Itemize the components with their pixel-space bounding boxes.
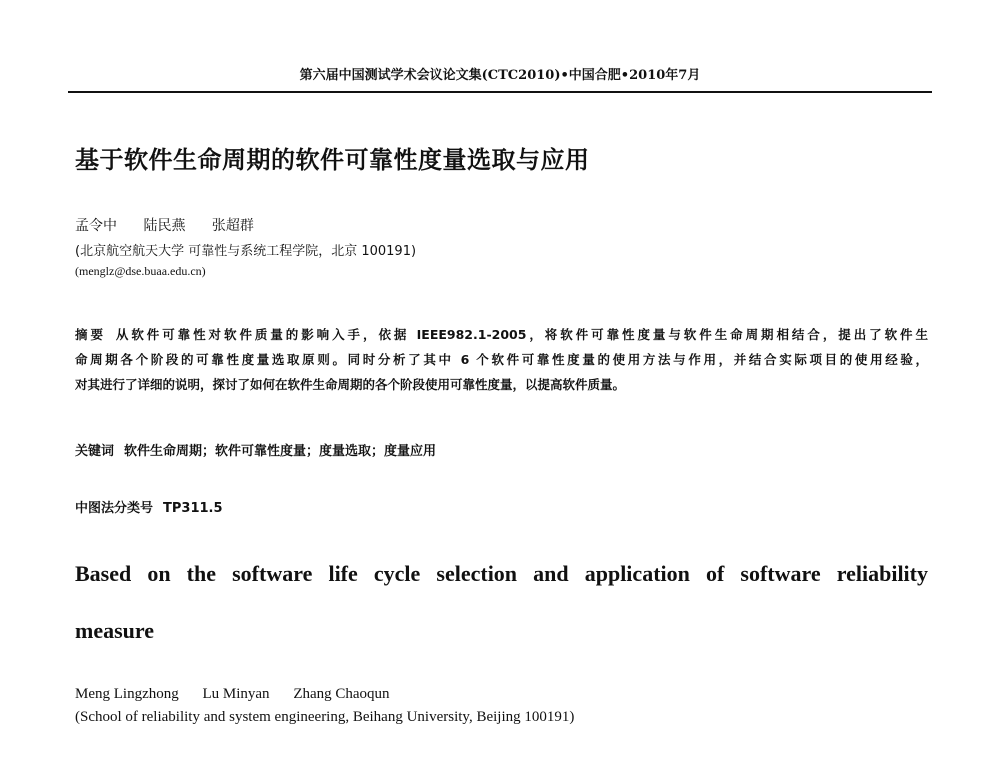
abstract-text: 从软件可靠性对软件质量的影响入手，依据 IEEE982.1-2005，将软件可靠性度量与软件生命周期相结合，提出了软件生 [115,327,928,342]
paper-title-en-line2: measure [75,618,155,643]
classification [75,497,223,516]
author: 张超群 [211,218,254,234]
header-rule [68,91,932,93]
keywords-text: 软件生命周期；软件可靠性度量；度量选取；度量应用 [124,444,437,459]
abstract-line: 对其进行了详细的说明，探讨了如何在软件生命周期的各个阶段使用可靠性度量，以提高软件质量。 [75,377,626,392]
authors-cn [75,215,276,235]
author: Lu Minyan [202,686,270,702]
author: 孟令中 [75,218,117,234]
classification-label: 中图法分类号 [75,501,154,516]
abstract-line [75,325,928,343]
author: Zhang Chaoqun [293,686,390,702]
paper-title-cn: 基于软件生命周期的软件可靠性度量选取与应用 [75,146,590,174]
abstract-line: 命周期各个阶段的可靠性度量选取原则。同时分析了其中 6 个软件可靠性度量的使用方法与作用，并结合实际项目的使用经验， [75,352,928,367]
running-header: 第六届中国测试学术会议论文集(CTC2010)•中国合肥•2010年7月 [299,68,701,83]
author: 陆民燕 [143,218,186,234]
classification-code: TP311.5 [163,501,223,516]
keywords [75,440,436,459]
keywords-label: 关键词 [75,444,115,459]
paper-title-en-line1: Based on the software life cycle selection and application of software reliability [75,561,928,586]
author: Meng Lingzhong [75,686,179,702]
author-email: (menglz@dse.buaa.edu.cn) [75,264,206,278]
affiliation-cn: (北京航空航天大学 可靠性与系统工程学院，北京 100191) [75,244,417,259]
authors-en [75,686,410,703]
affiliation-en: (School of reliability and system engineering, Beihang University, Beijing 100191) [75,709,575,725]
abstract-label: 摘要 [75,327,106,342]
